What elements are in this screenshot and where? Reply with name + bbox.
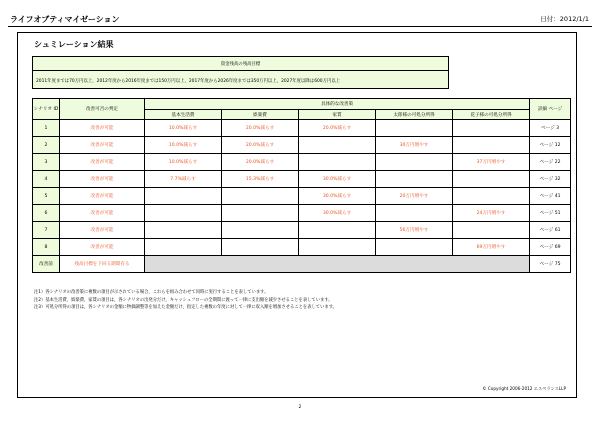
- detail-page-cell[interactable]: ページ 32: [530, 171, 571, 188]
- copyright: © Copyright 2006-2012 エスペランスLLP: [482, 386, 566, 391]
- scenario-id: 6: [33, 205, 60, 222]
- measure-cell: 20万円増やす: [376, 188, 453, 205]
- scenario-id: 8: [33, 239, 60, 256]
- measure-cell: [453, 137, 530, 154]
- detail-page-cell[interactable]: ページ 61: [530, 222, 571, 239]
- measure-cell: [299, 154, 376, 171]
- measure-cell: [453, 188, 530, 205]
- judgment-cell: 改善が可能: [60, 222, 145, 239]
- measure-cell: [222, 222, 299, 239]
- date-label: 日付：2012/1/1: [540, 15, 589, 23]
- table-row: [33, 171, 571, 188]
- measure-cell: [222, 188, 299, 205]
- measure-cell: [376, 154, 453, 171]
- measure-cell: [453, 171, 530, 188]
- note-2: 注2）基本生活費，娯楽費，家賃の項目は，各シナリオの出発分だけ，キャッシュフローの全期間に渡って一律に支出額を減少させることを表しています。: [34, 297, 333, 303]
- note-3: 注3）可処分所得の項目は，各シナリオの金額に物価調整等を加えた金額だけ，指定した複数の年度に対して一律に収入額を増加させることを表しています。: [34, 305, 337, 311]
- detail-page-cell[interactable]: ページ 51: [530, 205, 571, 222]
- section-title: シュミレーション結果: [34, 40, 114, 49]
- notes: [34, 289, 337, 312]
- scenario-id: 2: [33, 137, 60, 154]
- measure-cell: 15.3%減らす: [222, 171, 299, 188]
- header-taro-income: 太郎様の可処分所得: [376, 110, 453, 120]
- measure-cell: [453, 222, 530, 239]
- judgment-cell: 改善が可能: [60, 188, 145, 205]
- header-hanako-income: 花子様の可処分所得: [453, 110, 530, 120]
- scenario-id: 3: [33, 154, 60, 171]
- measure-cell: 24万円増やす: [453, 205, 530, 222]
- measure-cell: 69万円増やす: [453, 239, 530, 256]
- scenario-id: 1: [33, 120, 60, 137]
- measure-cell: [222, 239, 299, 256]
- header-detail-page: 詳細 ページ: [530, 99, 571, 120]
- table-row: [33, 120, 571, 137]
- page-number: 2: [298, 405, 302, 410]
- measure-cell: 20.0%減らす: [222, 120, 299, 137]
- judgment-cell: 改善が可能: [60, 137, 145, 154]
- table-row: [33, 222, 571, 239]
- measure-cell: 10.0%減らす: [145, 154, 222, 171]
- header-entertainment: 娯楽費: [222, 110, 299, 120]
- header-scenario-id: シナリオ ID: [33, 99, 60, 120]
- measure-cell: 20.0%減らす: [222, 137, 299, 154]
- before-page[interactable]: ページ 75: [530, 256, 571, 273]
- measure-cell: 37万円増やす: [453, 154, 530, 171]
- goal-heading: 資金残高の残高目標: [33, 57, 448, 71]
- detail-page-cell[interactable]: ページ 12: [530, 137, 571, 154]
- before-label: 改善前: [33, 256, 60, 273]
- judgment-cell: 改善が可能: [60, 239, 145, 256]
- detail-page-cell[interactable]: ページ 69: [530, 239, 571, 256]
- judgment-cell: 改善が可能: [60, 205, 145, 222]
- scenario-id: 5: [33, 188, 60, 205]
- measure-cell: [145, 239, 222, 256]
- measure-cell: 56万円増やす: [376, 222, 453, 239]
- table-row-before: [33, 256, 571, 273]
- measure-cell: 20.0%減らす: [222, 154, 299, 171]
- scenario-id: 7: [33, 222, 60, 239]
- judgment-cell: 改善が可能: [60, 154, 145, 171]
- header-divider: [8, 26, 592, 27]
- measure-cell: [145, 188, 222, 205]
- note-1: 注1）各シナリオの改善策に複数の項目が示されている場合，これらを組み合わせて同時に実行することを表しています。: [34, 290, 269, 295]
- detail-page-cell[interactable]: ページ 3: [530, 120, 571, 137]
- simulation-table: [32, 98, 571, 273]
- table-row: [33, 239, 571, 256]
- detail-page-cell[interactable]: ページ 41: [530, 188, 571, 205]
- measure-cell: 30.0%減らす: [299, 205, 376, 222]
- table-row: [33, 188, 571, 205]
- measure-cell: 30.0%減らす: [299, 188, 376, 205]
- table-row: [33, 205, 571, 222]
- header-rent: 家賃: [299, 110, 376, 120]
- measure-cell: [376, 205, 453, 222]
- measure-cell: [145, 222, 222, 239]
- measure-cell: [145, 205, 222, 222]
- scenario-id: 4: [33, 171, 60, 188]
- before-blank: [145, 256, 530, 273]
- measure-cell: [376, 171, 453, 188]
- table-row: [33, 154, 571, 171]
- goal-text: 2011年度までは70万円以上，2012年度から2016年度までは150万円以上，2017年度から2026年度までは350万円以上，2027年度以降は600万円以上: [36, 78, 341, 84]
- measure-cell: [376, 120, 453, 137]
- measure-cell: 30.0%減らす: [299, 171, 376, 188]
- measure-cell: [376, 239, 453, 256]
- judgment-cell: 改善が可能: [60, 120, 145, 137]
- measure-cell: [299, 239, 376, 256]
- judgment-cell: 改善が可能: [60, 171, 145, 188]
- app-title: ライフオブティマイゼーション: [10, 15, 120, 24]
- measure-cell: [453, 120, 530, 137]
- before-judgment: 残高目標を下回る期間有る: [60, 256, 145, 273]
- measure-cell: 7.7%減らす: [145, 171, 222, 188]
- goal-box: [32, 56, 449, 89]
- measure-cell: [299, 137, 376, 154]
- header-measures: 具体的な改善策: [145, 99, 530, 110]
- measure-cell: [222, 205, 299, 222]
- measure-cell: 30万円増やす: [376, 137, 453, 154]
- header-basic-living: 基本生活費: [145, 110, 222, 120]
- table-row: [33, 137, 571, 154]
- header-judgment: 改善可否の判定: [60, 99, 145, 120]
- measure-cell: 10.0%減らす: [145, 120, 222, 137]
- detail-page-cell[interactable]: ページ 22: [530, 154, 571, 171]
- measure-cell: 10.0%減らす: [145, 137, 222, 154]
- measure-cell: [299, 222, 376, 239]
- measure-cell: 20.0%減らす: [299, 120, 376, 137]
